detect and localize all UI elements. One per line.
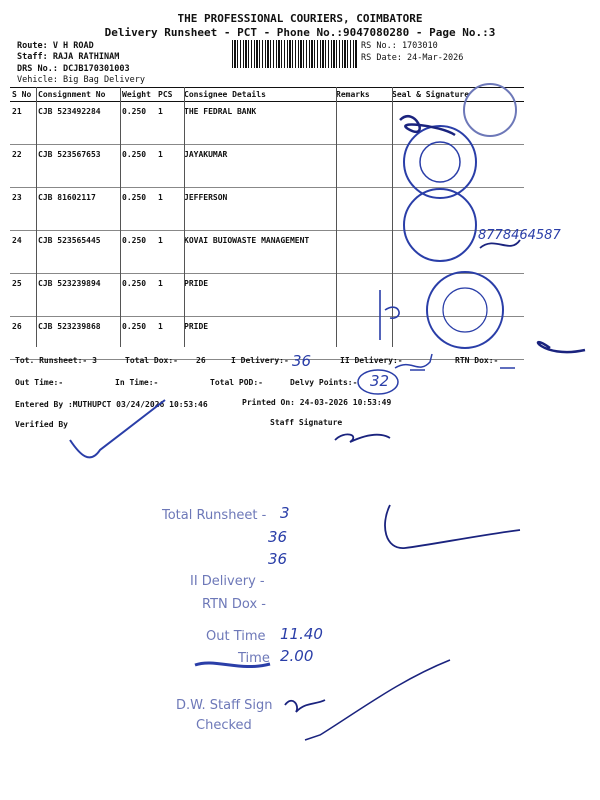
stamp-ii-delivery: II Delivery - <box>190 574 265 589</box>
column-divider <box>184 87 185 347</box>
row-sno: 22 <box>10 145 36 188</box>
entered-by: Entered By :MUTHUPCT 03/24/2026 10:53:46 <box>15 400 208 409</box>
verified-by: Verified By <box>15 420 68 429</box>
total-dox-value: 26 <box>196 356 206 365</box>
row-consignment: CJB 523239894 <box>36 274 120 317</box>
row-sno: 24 <box>10 231 36 274</box>
stamp-line2-val: 36 <box>268 528 288 546</box>
total-dox-label: Total Dox:- <box>125 356 178 365</box>
signature-scribble <box>380 290 399 340</box>
i-delivery-label: I Delivery:- <box>231 356 289 365</box>
delvy-points-hand: 32 <box>370 372 390 390</box>
large-scribble <box>385 505 520 548</box>
row-consignee: JAYAKUMAR <box>182 145 334 188</box>
vehicle-label: Vehicle: Big Bag Delivery <box>17 75 145 85</box>
rs-number: RS No.: 1703010 <box>361 41 438 51</box>
row-weight: 0.250 <box>120 145 156 188</box>
jefferson-seal <box>404 189 476 261</box>
delvy-points-label: Delvy Points:- <box>290 378 358 387</box>
pride-seal-inner <box>443 288 487 332</box>
staff-signature-label: Staff Signature <box>270 418 343 427</box>
out-time-label: Out Time:- <box>15 378 64 387</box>
col-pcs: PCS <box>156 88 182 102</box>
barcode <box>232 40 358 68</box>
long-stroke <box>305 660 450 740</box>
strike-scribble <box>195 663 270 667</box>
verified-tick <box>70 400 165 457</box>
row-consignee: PRIDE <box>182 317 334 360</box>
runsheet-subtitle: Delivery Runsheet - PCT - Phone No.:9047080280 - Page No.:3 <box>104 26 496 39</box>
col-weight: Weight <box>120 88 156 102</box>
row-pcs: 1 <box>156 317 182 360</box>
row-sno: 26 <box>10 317 36 360</box>
printed-on: Printed On: 24-03-2026 10:53:49 <box>242 398 392 407</box>
column-divider <box>336 87 337 347</box>
dash-mark <box>395 354 432 368</box>
stamp-checked: Checked <box>196 718 252 733</box>
in-time-label: In Time:- <box>115 378 159 387</box>
col-seal: Seal & Signature <box>390 88 524 102</box>
stamp-in-time-val: 2.00 <box>280 647 314 665</box>
tot-runsheet: Tot. Runsheet:- 3 <box>15 356 97 365</box>
row-weight: 0.250 <box>120 317 156 360</box>
row-weight: 0.250 <box>120 231 156 274</box>
column-divider <box>120 87 121 347</box>
staff-signature <box>335 434 390 442</box>
commissioner-seal <box>404 126 476 198</box>
dash-mark <box>410 368 515 370</box>
rtn-dox-label: RTN Dox:- <box>455 356 499 365</box>
stamp-total-runsheet-val: 3 <box>280 504 290 522</box>
stamp-rtn-dox: RTN Dox - <box>202 597 266 612</box>
rs-date: RS Date: 24-Mar-2026 <box>361 53 464 63</box>
col-consignment: Consignment No <box>36 88 120 102</box>
signature-scribble <box>400 116 455 135</box>
col-sno: S No <box>10 88 36 102</box>
row-sno: 25 <box>10 274 36 317</box>
lower-handwriting <box>0 480 600 790</box>
col-consignee: Consignee Details <box>182 88 334 102</box>
row-pcs: 1 <box>156 188 182 231</box>
i-delivery-hand: 36 <box>292 352 312 370</box>
staff-sign-scribble <box>285 700 325 712</box>
stamp-total-runsheet: Total Runsheet - <box>162 508 267 523</box>
row-consignment: CJB 523492284 <box>36 102 120 145</box>
row-consignment: CJB 523565445 <box>36 231 120 274</box>
stamp-in-time: Time <box>238 651 270 666</box>
stamp-line3-val: 36 <box>268 550 288 568</box>
row-consignee: THE FEDRAL BANK <box>182 102 334 145</box>
ii-delivery-label: II Delivery:- <box>340 356 403 365</box>
row-consignee: PRIDE <box>182 274 334 317</box>
row-weight: 0.250 <box>120 188 156 231</box>
row-pcs: 1 <box>156 145 182 188</box>
row-pcs: 1 <box>156 231 182 274</box>
stamp-out-time-val: 11.40 <box>280 625 323 643</box>
stamp-staff-sign: D.W. Staff Sign <box>176 698 273 713</box>
row-weight: 0.250 <box>120 274 156 317</box>
row-pcs: 1 <box>156 274 182 317</box>
bank-seal <box>464 84 516 136</box>
column-divider <box>36 87 37 347</box>
row-consignment: CJB 81602117 <box>36 188 120 231</box>
company-title: THE PROFESSIONAL COURIERS, COIMBATORE <box>177 12 423 25</box>
row-consignee: KOVAI BUIOWASTE MANAGEMENT <box>182 231 334 274</box>
row-consignment: CJB 523567653 <box>36 145 120 188</box>
row-sno: 23 <box>10 188 36 231</box>
row-sno: 21 <box>10 102 36 145</box>
row-pcs: 1 <box>156 102 182 145</box>
pride-seal <box>427 272 503 348</box>
seal-stamps-overlay <box>360 80 600 355</box>
stamp-out-time: Out Time <box>206 629 266 644</box>
staff-label: Staff: RAJA RATHINAM <box>17 52 120 62</box>
row-consignment: CJB 523239868 <box>36 317 120 360</box>
commissioner-seal-inner <box>420 142 460 182</box>
row-weight: 0.250 <box>120 102 156 145</box>
summary-handwriting <box>0 340 600 470</box>
circle-mark <box>358 370 398 394</box>
col-remarks: Remarks <box>334 88 390 102</box>
route-label: Route: V H ROAD <box>17 41 94 51</box>
handwritten-phone: 8778464587 <box>478 228 561 243</box>
total-pod-label: Total POD:- <box>210 378 263 387</box>
row-consignee: JEFFERSON <box>182 188 334 231</box>
drs-number: DRS No.: DCJB170301003 <box>17 64 130 74</box>
